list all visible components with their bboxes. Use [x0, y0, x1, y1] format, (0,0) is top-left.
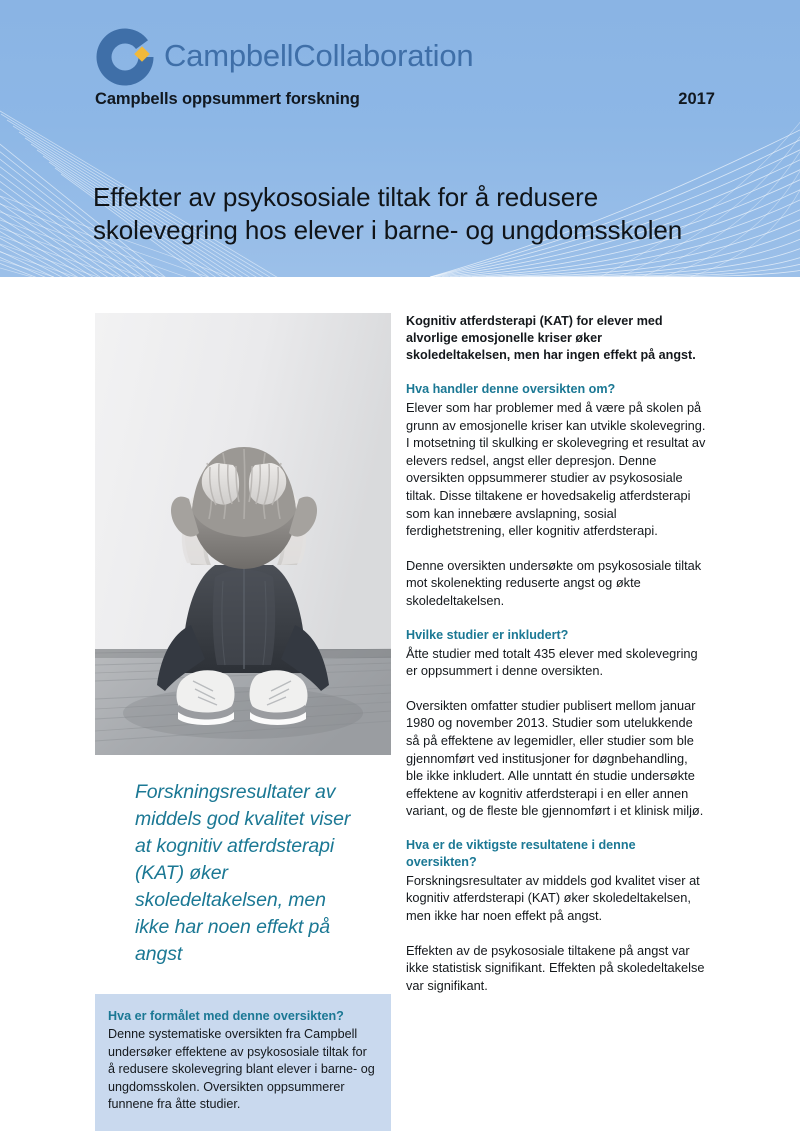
kicker-row — [95, 90, 715, 109]
section-paragraph-results-1: Forskningsresultater av middels god kvalitet viser at kognitiv atferdsterapi (KAT) øker skoledeltakelsen, men ikke har noen effekt på angst. — [406, 872, 700, 924]
header-band — [0, 0, 800, 277]
page-title: Effekter av psykososiale tiltak for å redusere skolevegring hos elever i barne- og ungdomsskolen — [93, 182, 683, 246]
section-heading-about: Hva handler denne oversikten om? — [406, 382, 616, 396]
section-paragraph-studies-1: Åtte studier med totalt 435 elever med skolevegring er oppsummert i denne oversikten. — [406, 645, 698, 679]
publication-year: 2017 — [678, 90, 715, 108]
brand-logo[interactable] — [95, 27, 473, 87]
purpose-box-heading: Hva er formålet med denne oversikten? — [108, 1009, 344, 1023]
purpose-box-body: Denne systematiske oversikten fra Campbell undersøker effektene av psykososiale tiltak for å redusere skolevegring blant elever i barne- og ungdomsskolen. Oversikten oppsummerer funnene fra åtte studier. — [108, 1027, 375, 1112]
section-heading-studies: Hvilke studier er inkludert? — [406, 627, 569, 642]
left-column — [95, 313, 391, 1131]
teenager-head-in-hands-photo — [95, 313, 391, 755]
purpose-box — [95, 994, 391, 1131]
section-paragraph-studies-2: Oversikten omfatter studier publisert mellom januar 1980 og november 2013. Studier som utelukkende så på effektene av legemidler, eller studier som ble gjennomført ved institusjoner for døgnbehandling, ble ikke inkludert. Alle unntatt én studie undersøkte effektene av kognitiv atferdsterapi i en eller annen variant, og de fleste ble gjennomført i et klinisk miljø. — [406, 697, 704, 819]
campbell-c-logo-icon — [95, 27, 155, 87]
pull-quote: Forskningsresultater av middels god kvalitet viser at kognitiv atferdsterapi (KAT) øker skoledeltakelsen, men ikke har noen effekt på angst — [135, 781, 351, 965]
section-paragraph-about-2: Denne oversikten undersøkte om psykososiale tiltak mot skolenekting reduserte angst og økte skoledeltakelsen. — [406, 557, 702, 608]
logo-wordmark: CampbellCollaboration — [164, 38, 474, 73]
section-heading-results: Hva er de viktigste resultatene i denne oversikten? — [406, 837, 636, 869]
series-kicker: Campbells oppsummert forskning — [95, 90, 360, 108]
key-message: Kognitiv atferdsterapi (KAT) for elever med alvorlige emosjonelle kriser øker skoledeltakelsen, men har ingen effekt på angst. — [406, 314, 696, 362]
right-column — [406, 313, 708, 994]
section-paragraph-results-2: Effekten av de psykososiale tiltakene på angst var ikke statistisk signifikant. Effekten på skoledeltakelse var signifikant. — [406, 942, 705, 993]
section-paragraph-about-1: Elever som har problemer med å være på skolen på grunn av emosjonelle kriser kan utvikle skolevegring. I motsetning til skulking er skolevegring et resultat av elevers redsel, angst eller depresjon. Denne oversikten oppsummerer studier av psykososiale tiltak. Disse tiltakene er hovedsakelig atferdsterapi som kan innebære avslapning, sosial ferdighetstrening, eller kognitiv atferdsterapi. — [406, 400, 706, 539]
